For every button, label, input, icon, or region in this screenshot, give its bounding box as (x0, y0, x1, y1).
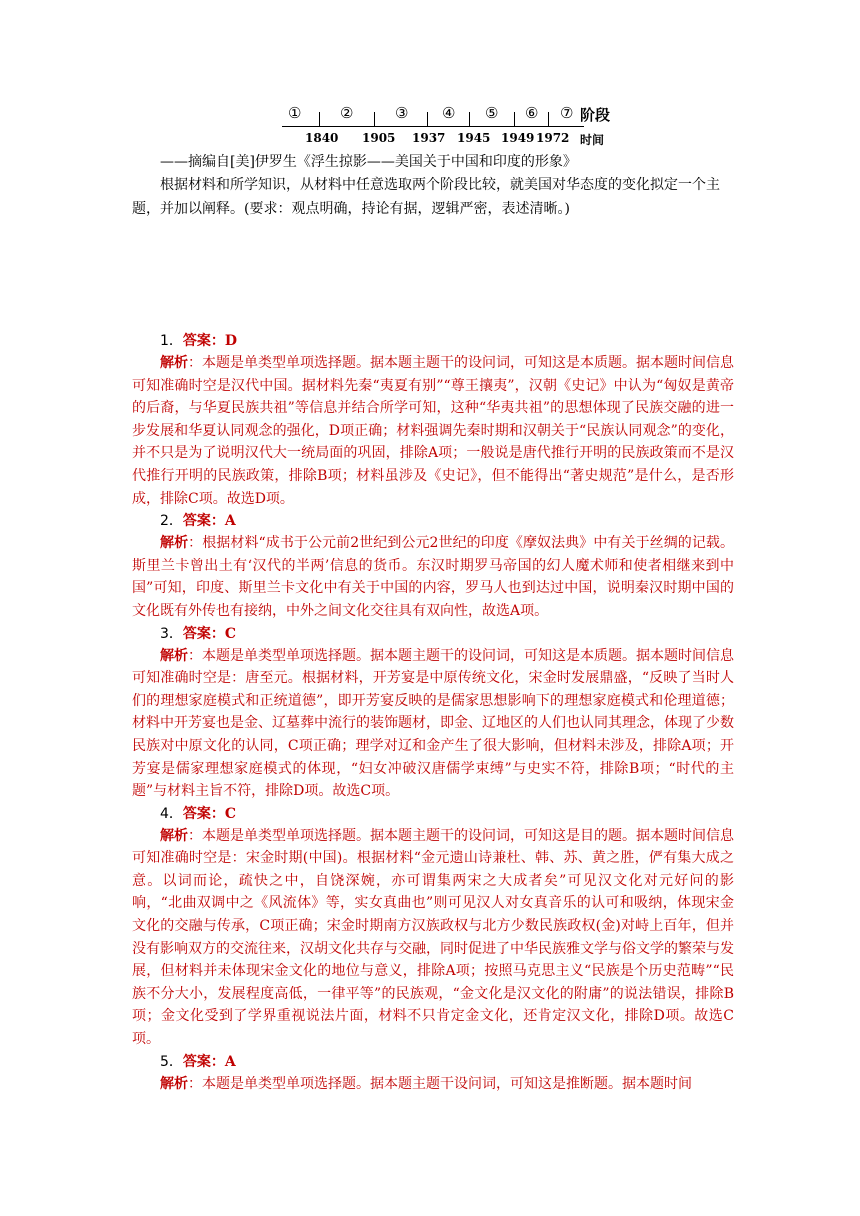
analysis-label: 解析 (160, 827, 188, 844)
stage-label: ① (288, 104, 302, 122)
analysis-body: ：根据材料“成书于公元前2世纪到公元2世纪的印度《摩奴法典》中有关于丝绸的记载。斯里兰卡曾出土有‘汉代的半两’信息的货币。东汉时期罗马帝国的幻人魔术师和使者相继来到中国”可知，印度、斯里兰卡文化中有关于中国的内容，罗马人也到达过中国，说明秦汉时期中国的文化既有外传也有接纳，中外之间文化交往具有双向性，故选A项。 (132, 535, 734, 619)
analysis-body: ：本题是单类型单项选择题。据本题主题干设问词，可知这是推断题。据本题时间 (188, 1075, 692, 1092)
year-label: 1905 (362, 131, 396, 145)
analysis-label: 解析 (160, 355, 188, 371)
answer-label: 答案： (182, 805, 225, 822)
answer-value: A (224, 1053, 236, 1070)
answer-number: 3． (160, 625, 183, 642)
year-label: 1840 (305, 131, 339, 145)
analysis-text (132, 645, 734, 803)
timeline (282, 104, 612, 148)
analysis-label: 解析 (160, 647, 188, 664)
answer-value: D (224, 333, 238, 349)
analysis-text (132, 352, 734, 510)
answer-item (132, 623, 734, 803)
answer-number: 4． (160, 805, 183, 822)
analysis-text (132, 1073, 734, 1096)
analysis-body: ：本题是单类型单项选择题。据本题主题干的设问词，可知这是本质题。据本题时间信息可知准确时空是：唐至元。根据材料，开芳宴是中原传统文化，宋金时发展鼎盛，“反映了当时人们的理想家庭模式和正统道德”，即开芳宴反映的是儒家思想影响下的理想家庭模式和伦理道德；材料中开芳宴也是金、辽墓葬中流行的装饰题材，即金、辽地区的人们也认同其理念，体现了少数民族对中原文化的认同，C项正确；理学对辽和金产生了很大影响，但材料未涉及，排除A项；开芳宴是儒家理想家庭模式的体现，“妇女冲破汉唐儒学束缚”与史实不符，排除B项；“时代的主题”与材料主旨不符，排除D项。故选C项。 (132, 647, 734, 800)
answer-item (132, 330, 734, 510)
year-axis-label: 时间 (580, 133, 605, 147)
timeline-tick (514, 112, 515, 126)
analysis-body: ：本题是单类型单项选择题。据本题主题干的设问词，可知这是目的题。据本题时间信息可知准确时空是：宋金时期(中国)。根据材料“金元遗山诗兼杜、韩、苏、黄之胜，俨有集大成之意。以词而论，疏快之中，自饶深婉，亦可谓集两宋之大成者矣”可见汉文化对元好问的影响，“北曲双调中之《风流体》等，实女真曲也”则可见汉人对女真音乐的认可和吸纳，体现宋金文化的交融与传承，C项正确；宋金时期南方汉族政权与北方少数民族政权(金)对峙上百年，但并没有影响双方的交流往来，汉胡文化共存与交融，同时促进了中华民族雅文学与俗文学的繁荣与发展，但材料并未体现宋金文化的地位与意义，排除A项；按照马克思主义“民族是个历史范畴”“民族不分大小，发展程度高低，一律平等”的民族观，“金文化是汉文化的附庸”的说法错误，排除B项；金文化受到了学界重视说法片面，材料不只肯定金文化，还肯定汉文化，排除D项。故选C项。 (132, 827, 734, 1048)
answer-number: 5． (160, 1053, 183, 1070)
answer-number: 2． (160, 513, 183, 530)
analysis-label: 解析 (160, 1075, 188, 1092)
stage-label: ⑥ (525, 104, 539, 122)
stage-label: ⑤ (485, 104, 499, 122)
answer-label: 答案： (182, 625, 225, 642)
stage-label: ② (340, 104, 354, 122)
year-label: 1937 (412, 131, 446, 145)
stage-axis-label: 阶段 (580, 106, 611, 124)
answer-label: 答案： (182, 513, 225, 530)
answer-value: C (224, 805, 237, 822)
timeline-axis-line (282, 126, 584, 127)
answer-item (132, 510, 734, 622)
year-label: 1949 (501, 131, 535, 145)
analysis-label: 解析 (160, 535, 189, 552)
answer-value: C (224, 625, 237, 642)
answer-number: 1． (160, 333, 183, 349)
answer-item (132, 803, 734, 1051)
year-label: 1972 (536, 131, 570, 145)
analysis-body: ：本题是单类型单项选择题。据本题主题干的设问词，可知这是本质题。据本题时间信息可知准确时空是汉代中国。据材料先秦“夷夏有别”“尊王攘夷”，汉朝《史记》中认为“匈奴是黄帝的后裔，与华夏民族共祖”等信息并结合所学可知，这种“华夷共祖”的思想体现了民族交融的进一步发展和华夏认同观念的强化，D项正确；材料强调先秦时期和汉朝关于“民族认同观念”的变化，并不只是为了说明汉代大一统局面的巩固，排除A项；一般说是唐代推行开明的民族政策而不是汉代推行开明的民族政策，排除B项；材料虽涉及《史记》，但不能得出“著史规范”是什么，是否形成，排除C项。故选D项。 (132, 355, 734, 507)
timeline-tick (548, 112, 549, 126)
timeline-tick (427, 112, 428, 126)
timeline-tick (374, 112, 375, 126)
answer-item (132, 1051, 734, 1096)
answer-value: A (224, 513, 236, 530)
year-label: 1945 (457, 131, 491, 145)
timeline-tick (319, 112, 320, 126)
timeline-tick (469, 112, 470, 126)
analysis-text (132, 825, 734, 1051)
analysis-text (132, 532, 734, 622)
source-citation: ——摘编自[美]伊罗生《浮生掠影——美国关于中国和印度的形象》 (160, 154, 577, 170)
stage-label: ④ (442, 104, 456, 122)
stage-label: ⑦ (560, 104, 574, 122)
answer-label: 答案： (182, 1053, 225, 1070)
question-text: 根据材料和所学知识，从材料中任意选取两个阶段比较，就美国对华态度的变化拟定一个主题，并加以阐释。(要求：观点明确，持论有据，逻辑严密，表述清晰。) (132, 177, 720, 217)
answer-section (132, 330, 734, 1095)
answer-label: 答案： (182, 333, 225, 349)
stage-label: ③ (395, 104, 409, 122)
